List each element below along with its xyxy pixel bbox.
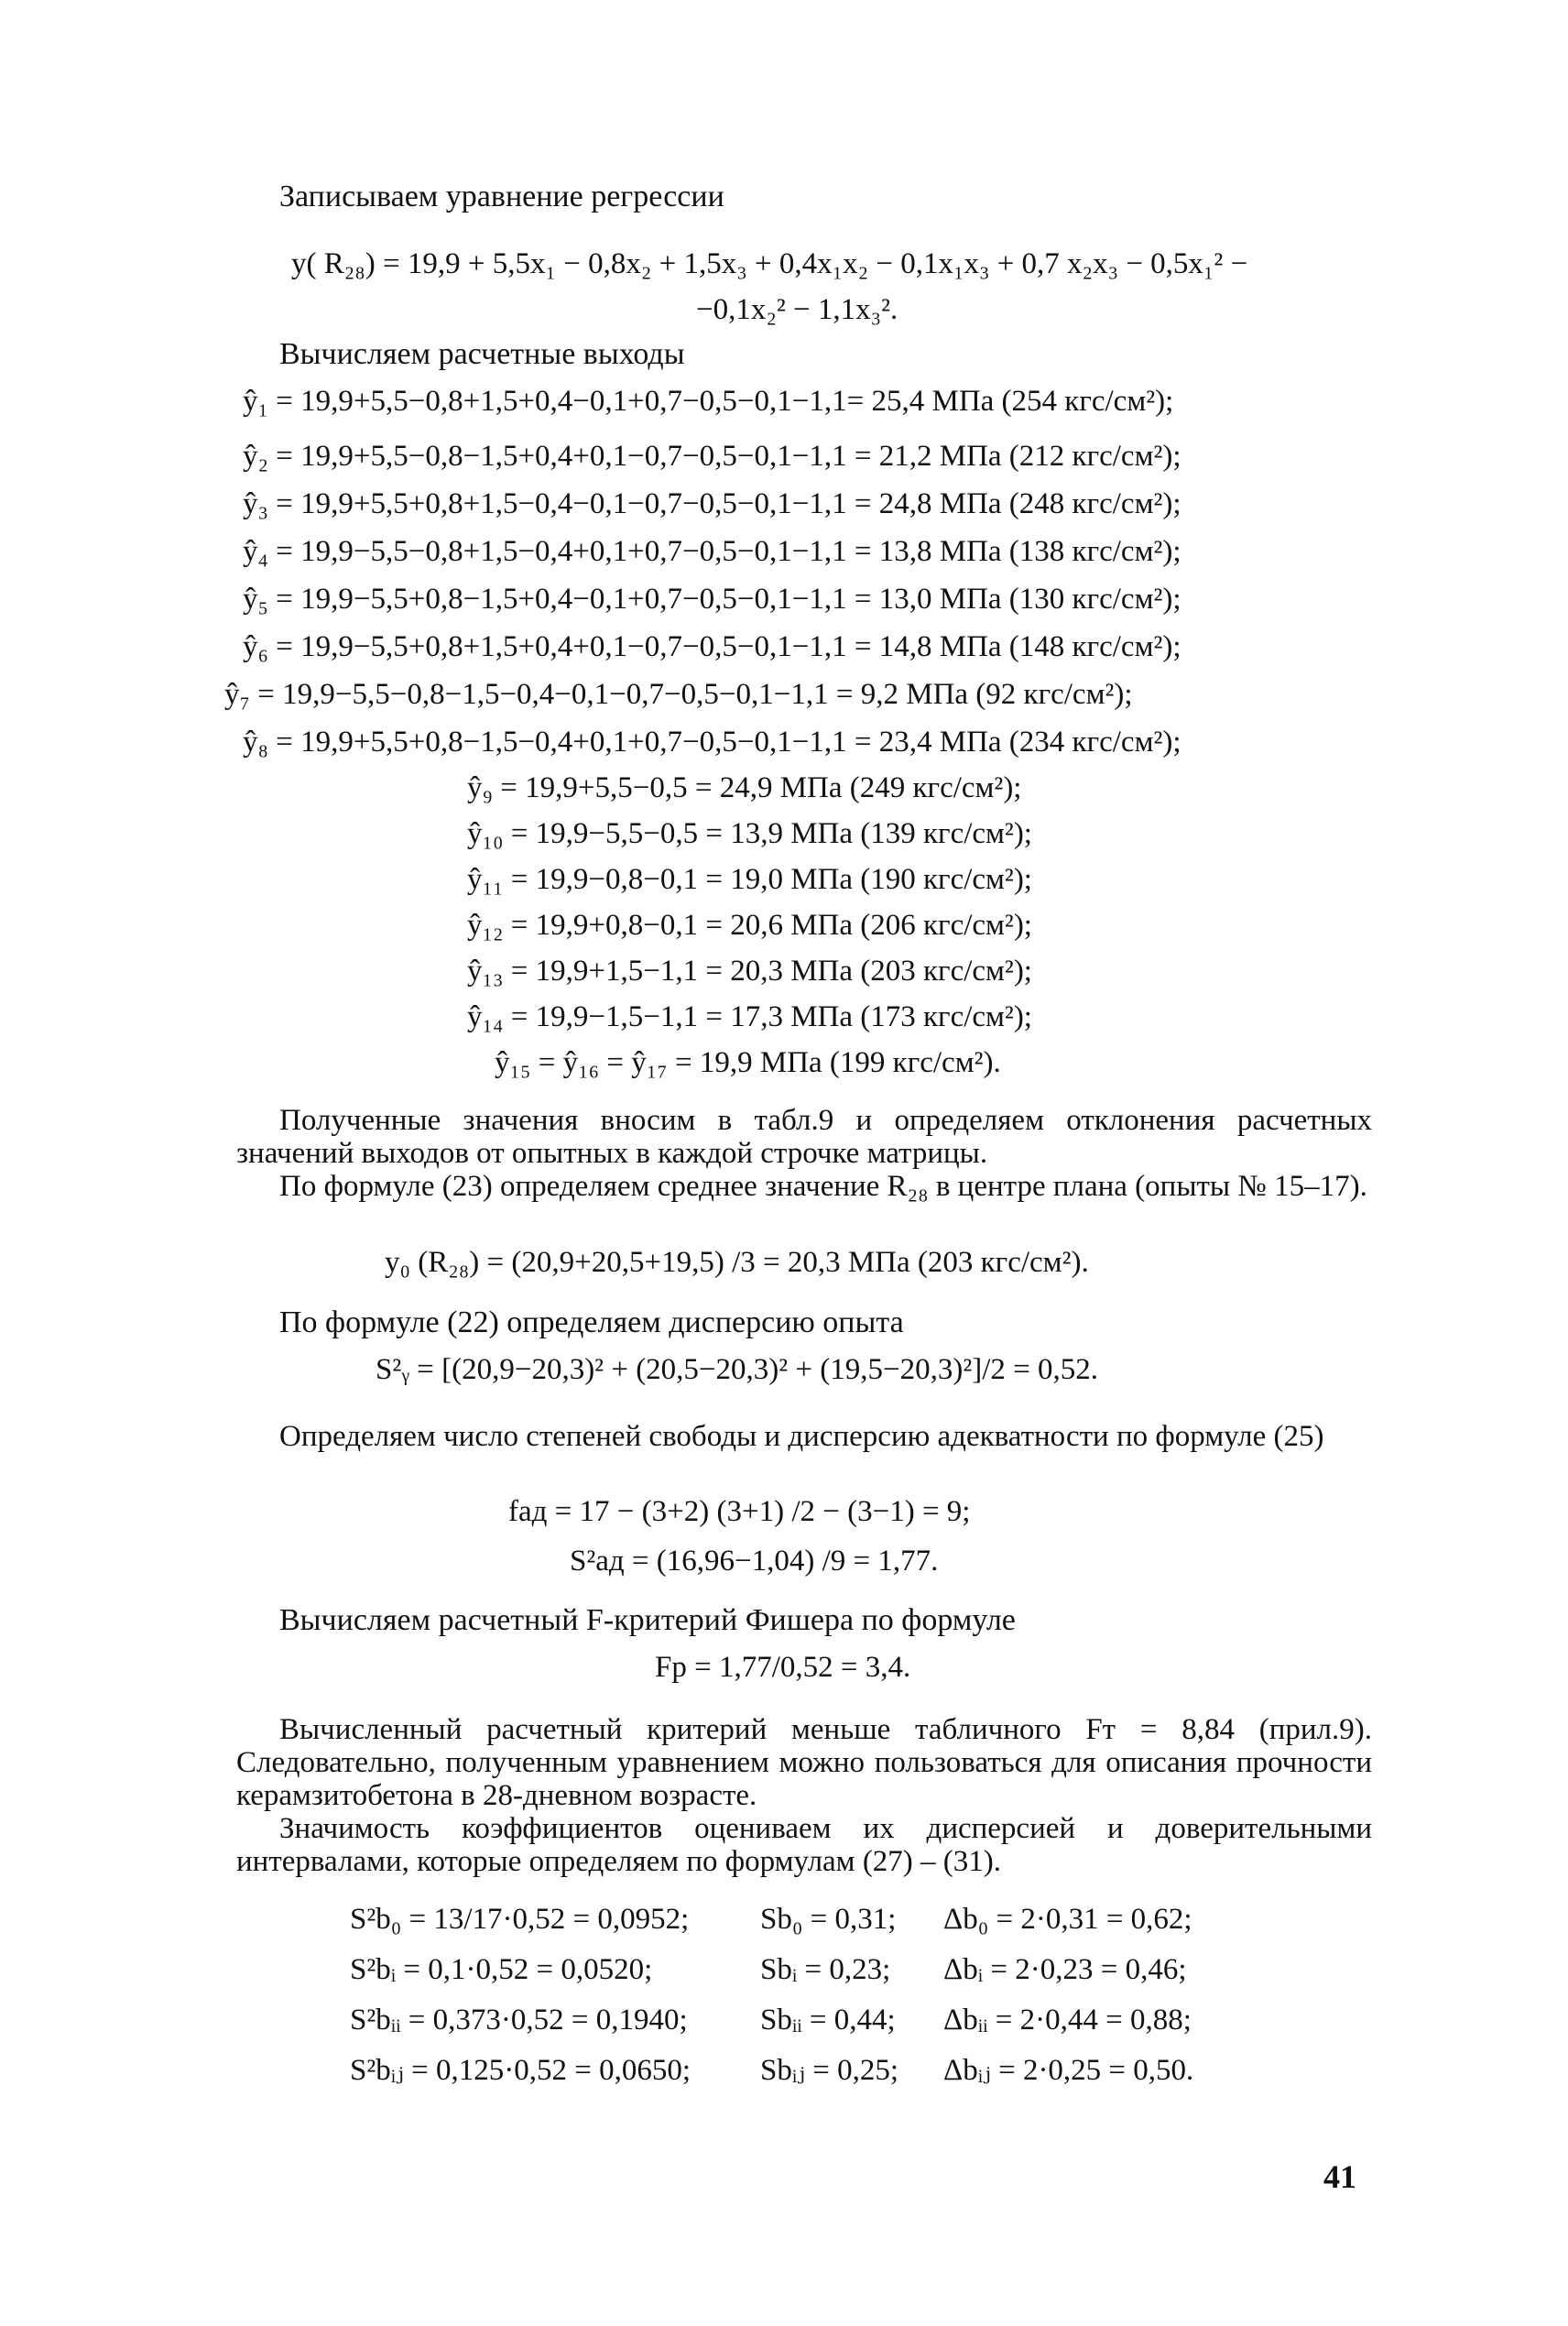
- coef-std: Sb₀ = 0,31;: [760, 1903, 897, 1936]
- coef-variance: S²bᵢ = 0,1·0,52 = 0,0520;: [350, 1953, 653, 1986]
- paragraph-conclusion: Вычисленный расчетный критерий меньше табличного Fт = 8,84 (прил.9). Следовательно, полученным уравнением можно пользоваться для описания прочности керамзитобетона в 28-дневном возрасте.: [236, 1713, 1372, 1812]
- paragraph-formula23: По формуле (23) определяем среднее значение R₂₈ в центре плана (опыты № 15–17).: [279, 1170, 1367, 1203]
- output-line-5: ŷ₅ = 19,9−5,5+0,8−1,5+0,4−0,1+0,7−0,5−0,1−1,1 = 13,0 МПа (130 кгс/см²);: [243, 583, 1181, 616]
- output-line-9: ŷ₉ = 19,9+5,5−0,5 = 24,9 МПа (249 кгс/см²);: [467, 771, 1022, 804]
- page-number: 41: [1323, 2158, 1356, 2195]
- intro-text: Записываем уравнение регрессии: [279, 180, 724, 213]
- equation-fisher: Fр = 1,77/0,52 = 3,4.: [655, 1651, 911, 1684]
- output-line-1: ŷ₁ = 19,9+5,5−0,8+1,5+0,4−0,1+0,7−0,5−0,1−1,1= 25,4 МПа (254 кгс/см²);: [243, 385, 1174, 418]
- output-line-10: ŷ₁₀ = 19,9−5,5−0,5 = 13,9 МПа (139 кгс/см²);: [467, 817, 1032, 850]
- equation-degrees-of-freedom: fад = 17 − (3+2) (3+1) /2 − (3−1) = 9;: [508, 1495, 971, 1528]
- paragraph-table9: Полученные значения вносим в табл.9 и определяем отклонения расчетных значений выходов от опытных в каждой строчке матрицы.: [236, 1104, 1372, 1170]
- coef-interval: Δbᵢᵢ = 2·0,44 = 0,88;: [943, 2004, 1192, 2037]
- output-line-2: ŷ₂ = 19,9+5,5−0,8−1,5+0,4+0,1−0,7−0,5−0,1−1,1 = 21,2 МПа (212 кгс/см²);: [243, 440, 1181, 473]
- output-line-14: ŷ₁₄ = 19,9−1,5−1,1 = 17,3 МПа (173 кгс/см²);: [467, 1000, 1032, 1033]
- paragraph-formula25: Определяем число степеней свободы и дисперсию адекватности по формуле (25): [279, 1420, 1324, 1453]
- regression-equation-line-1: y( R₂₈) = 19,9 + 5,5x₁ − 0,8x₂ + 1,5x₃ + 0,4x₁x₂ − 0,1x₁x₃ + 0,7 x₂x₃ − 0,5x₁² −: [291, 247, 1248, 280]
- coef-interval: Δbᵢⱼ = 2·0,25 = 0,50.: [943, 2054, 1194, 2087]
- coef-variance: S²bᵢᵢ = 0,373·0,52 = 0,1940;: [350, 2004, 688, 2037]
- output-line-6: ŷ₆ = 19,9−5,5+0,8+1,5+0,4+0,1−0,7−0,5−0,1−1,1 = 14,8 МПа (148 кгс/см²);: [243, 630, 1181, 663]
- paragraph-formula22: По формуле (22) определяем дисперсию опыта: [279, 1305, 904, 1339]
- output-line-8: ŷ₈ = 19,9+5,5+0,8−1,5−0,4+0,1+0,7−0,5−0,1−1,1 = 23,4 МПа (234 кгс/см²);: [243, 726, 1181, 759]
- coef-variance: S²b₀ = 13/17·0,52 = 0,0952;: [350, 1903, 690, 1936]
- equation-dispersion: S²ᵧ = [(20,9−20,3)² + (20,5−20,3)² + (19,5−20,3)²]/2 = 0,52.: [376, 1353, 1099, 1386]
- paragraph-significance: Значимость коэффициентов оцениваем их дисперсией и доверительными интервалами, которые определяем по формулам (27) – (31).: [236, 1812, 1372, 1878]
- coef-variance: S²bᵢⱼ = 0,125·0,52 = 0,0650;: [350, 2054, 691, 2087]
- calc-heading: Вычисляем расчетные выходы: [279, 337, 685, 371]
- equation-adequacy-variance: S²ад = (16,96−1,04) /9 = 1,77.: [570, 1545, 939, 1578]
- coef-interval: Δb₀ = 2·0,31 = 0,62;: [943, 1903, 1192, 1936]
- equation-center-mean: y₀ (R₂₈) = (20,9+20,5+19,5) /3 = 20,3 МПа (203 кгс/см²).: [385, 1246, 1089, 1279]
- output-line-13: ŷ₁₃ = 19,9+1,5−1,1 = 20,3 МПа (203 кгс/см²);: [467, 955, 1032, 988]
- output-line-4: ŷ₄ = 19,9−5,5−0,8+1,5−0,4+0,1+0,7−0,5−0,1−1,1 = 13,8 МПа (138 кгс/см²);: [243, 535, 1181, 568]
- output-line-12: ŷ₁₂ = 19,9+0,8−0,1 = 20,6 МПа (206 кгс/см²);: [467, 909, 1032, 942]
- output-line-7: ŷ₇ = 19,9−5,5−0,8−1,5−0,4−0,1−0,7−0,5−0,1−1,1 = 9,2 МПа (92 кгс/см²);: [224, 678, 1133, 711]
- regression-equation-line-2: −0,1x₂² − 1,1x₃².: [696, 293, 898, 326]
- coef-std: Sbᵢⱼ = 0,25;: [760, 2054, 898, 2087]
- output-line-11: ŷ₁₁ = 19,9−0,8−0,1 = 19,0 МПа (190 кгс/см²);: [467, 863, 1032, 896]
- paragraph-fisher: Вычисляем расчетный F-критерий Фишера по формуле: [279, 1603, 1016, 1637]
- coef-std: Sbᵢᵢ = 0,44;: [760, 2004, 896, 2037]
- coef-interval: Δbᵢ = 2·0,23 = 0,46;: [943, 1953, 1187, 1986]
- output-line-15: ŷ₁₅ = ŷ₁₆ = ŷ₁₇ = 19,9 МПа (199 кгс/см²).: [495, 1046, 1001, 1079]
- coef-std: Sbᵢ = 0,23;: [760, 1953, 891, 1986]
- output-line-3: ŷ₃ = 19,9+5,5+0,8+1,5−0,4−0,1−0,7−0,5−0,1−1,1 = 24,8 МПа (248 кгс/см²);: [243, 487, 1181, 520]
